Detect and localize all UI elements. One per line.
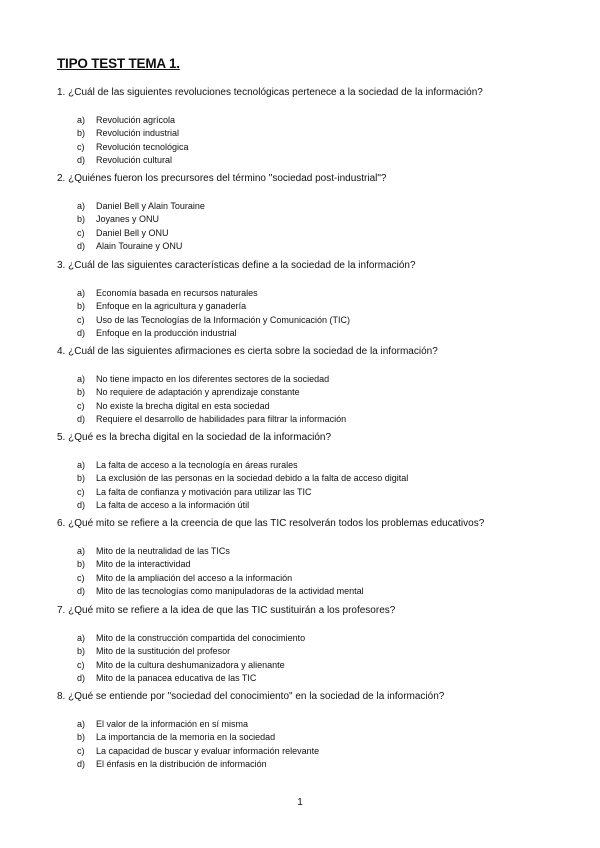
question-text: 1. ¿Cuál de las siguientes revoluciones tecnológicas pertenece a la sociedad de la información?	[57, 87, 483, 98]
option-text: Mito de las tecnologías como manipuladoras de la actividad mental	[96, 586, 364, 597]
question-7	[57, 604, 577, 686]
option-list	[57, 114, 577, 168]
option-text: No tiene impacto en los diferentes sectores de la sociedad	[96, 374, 330, 384]
option-letter: d)	[77, 759, 86, 770]
option-text: Mito de la interactividad	[96, 559, 191, 570]
option-letter: b)	[77, 387, 86, 398]
option-b	[57, 213, 577, 226]
option-list	[57, 459, 577, 513]
option-text: La falta de acceso a la información útil	[96, 500, 250, 511]
option-a	[57, 545, 577, 558]
question-text: 5. ¿Qué es la brecha digital en la sociedad de la información?	[57, 432, 332, 443]
question-4	[57, 345, 577, 427]
option-letter: b)	[77, 559, 86, 570]
option-list	[57, 718, 577, 772]
option-list	[57, 632, 577, 686]
option-list	[57, 287, 577, 341]
option-c	[57, 745, 577, 758]
option-letter: d)	[77, 155, 86, 166]
option-text: Revolución tecnológica	[96, 141, 189, 152]
option-text: La exclusión de las personas en la sociedad debido a la falta de acceso digital	[96, 473, 409, 484]
option-text: Requiere el desarrollo de habilidades para filtrar la información	[96, 414, 347, 425]
option-a	[57, 632, 577, 645]
option-text: El énfasis en la distribución de información	[96, 759, 267, 770]
option-b	[57, 472, 577, 485]
option-letter: c)	[77, 227, 85, 238]
option-text: El valor de la información en sí misma	[96, 719, 249, 729]
option-b	[57, 645, 577, 658]
option-text: Daniel Bell y ONU	[96, 227, 169, 238]
question-8	[57, 690, 577, 772]
option-letter: c)	[77, 572, 85, 583]
option-a	[57, 114, 577, 127]
option-list	[57, 373, 577, 427]
option-letter: c)	[77, 314, 85, 325]
option-text: Revolución agrícola	[96, 115, 176, 125]
option-text: Alain Touraine y ONU	[96, 241, 183, 252]
option-list	[57, 200, 577, 254]
option-b	[57, 558, 577, 571]
document-title: TIPO TEST TEMA 1.	[57, 56, 180, 71]
option-d	[57, 413, 577, 426]
option-a	[57, 373, 577, 386]
option-letter: b)	[77, 646, 86, 657]
option-text: No existe la brecha digital en esta sociedad	[96, 400, 270, 411]
option-letter: a)	[77, 460, 86, 470]
option-b	[57, 386, 577, 399]
option-c	[57, 572, 577, 585]
option-letter: c)	[77, 141, 85, 152]
option-text: Economía basada en recursos naturales	[96, 288, 258, 298]
option-letter: a)	[77, 546, 86, 556]
question-1	[57, 86, 577, 168]
option-c	[57, 141, 577, 154]
question-text: 3. ¿Cuál de las siguientes características define a la sociedad de la información?	[57, 260, 416, 271]
option-letter: a)	[77, 288, 86, 298]
option-text: Revolución cultural	[96, 155, 173, 166]
question-text: 6. ¿Qué mito se refiere a la creencia de que las TIC resolverán todos los problemas educativos?	[57, 518, 485, 529]
option-letter: d)	[77, 414, 86, 425]
option-letter: b)	[77, 473, 86, 484]
option-text: La falta de confianza y motivación para utilizar las TIC	[96, 486, 312, 497]
question-5	[57, 431, 577, 513]
option-d	[57, 672, 577, 685]
option-text: Daniel Bell y Alain Touraine	[96, 201, 205, 211]
option-letter: b)	[77, 214, 86, 225]
question-2	[57, 172, 577, 254]
option-text: Enfoque en la producción industrial	[96, 328, 237, 339]
option-b	[57, 127, 577, 140]
option-text: Mito de la panacea educativa de las TIC	[96, 673, 257, 684]
option-text: Mito de la cultura deshumanizadora y alienante	[96, 659, 285, 670]
option-text: Mito de la construcción compartida del conocimiento	[96, 633, 306, 643]
option-c	[57, 400, 577, 413]
option-text: Enfoque en la agricultura y ganadería	[96, 301, 247, 312]
option-text: La importancia de la memoria en la sociedad	[96, 732, 276, 743]
option-letter: d)	[77, 500, 86, 511]
option-letter: a)	[77, 374, 86, 384]
option-a	[57, 200, 577, 213]
option-text: La falta de acceso a la tecnología en áreas rurales	[96, 460, 298, 470]
option-letter: b)	[77, 301, 86, 312]
option-d	[57, 758, 577, 771]
question-text: 8. ¿Qué se entiende por "sociedad del conocimiento" en la sociedad de la información?	[57, 691, 445, 702]
question-text: 4. ¿Cuál de las siguientes afirmaciones es cierta sobre la sociedad de la información?	[57, 346, 438, 357]
option-c	[57, 486, 577, 499]
option-letter: c)	[77, 745, 85, 756]
option-text: Mito de la neutralidad de las TICs	[96, 546, 230, 556]
option-b	[57, 731, 577, 744]
option-letter: c)	[77, 659, 85, 670]
option-letter: c)	[77, 400, 85, 411]
option-c	[57, 227, 577, 240]
option-c	[57, 314, 577, 327]
option-text: Uso de las Tecnologías de la Información y Comunicación (TIC)	[96, 314, 350, 325]
option-d	[57, 499, 577, 512]
option-letter: a)	[77, 115, 86, 125]
option-letter: d)	[77, 241, 86, 252]
option-text: Mito de la ampliación del acceso a la información	[96, 572, 293, 583]
option-text: Revolución industrial	[96, 128, 180, 139]
option-d	[57, 240, 577, 253]
option-letter: b)	[77, 128, 86, 139]
option-text: La capacidad de buscar y evaluar información relevante	[96, 745, 320, 756]
question-3	[57, 259, 577, 341]
question-6	[57, 517, 577, 599]
question-text: 2. ¿Quiénes fueron los precursores del término "sociedad post-industrial"?	[57, 173, 387, 184]
option-d	[57, 327, 577, 340]
option-letter: a)	[77, 633, 86, 643]
option-text: Joyanes y ONU	[96, 214, 160, 225]
option-letter: b)	[77, 732, 86, 743]
page-number: 1	[297, 797, 303, 808]
option-text: No requiere de adaptación y aprendizaje constante	[96, 387, 300, 398]
option-letter: d)	[77, 328, 86, 339]
option-letter: d)	[77, 586, 86, 597]
question-text: 7. ¿Qué mito se refiere a la idea de que las TIC sustituirán a los profesores?	[57, 605, 396, 616]
option-letter: a)	[77, 201, 86, 211]
option-letter: a)	[77, 719, 86, 729]
option-letter: c)	[77, 486, 85, 497]
option-b	[57, 300, 577, 313]
option-letter: d)	[77, 673, 86, 684]
option-c	[57, 659, 577, 672]
option-a	[57, 287, 577, 300]
option-d	[57, 154, 577, 167]
option-a	[57, 718, 577, 731]
option-d	[57, 585, 577, 598]
option-a	[57, 459, 577, 472]
option-list	[57, 545, 577, 599]
option-text: Mito de la sustitución del profesor	[96, 646, 231, 657]
